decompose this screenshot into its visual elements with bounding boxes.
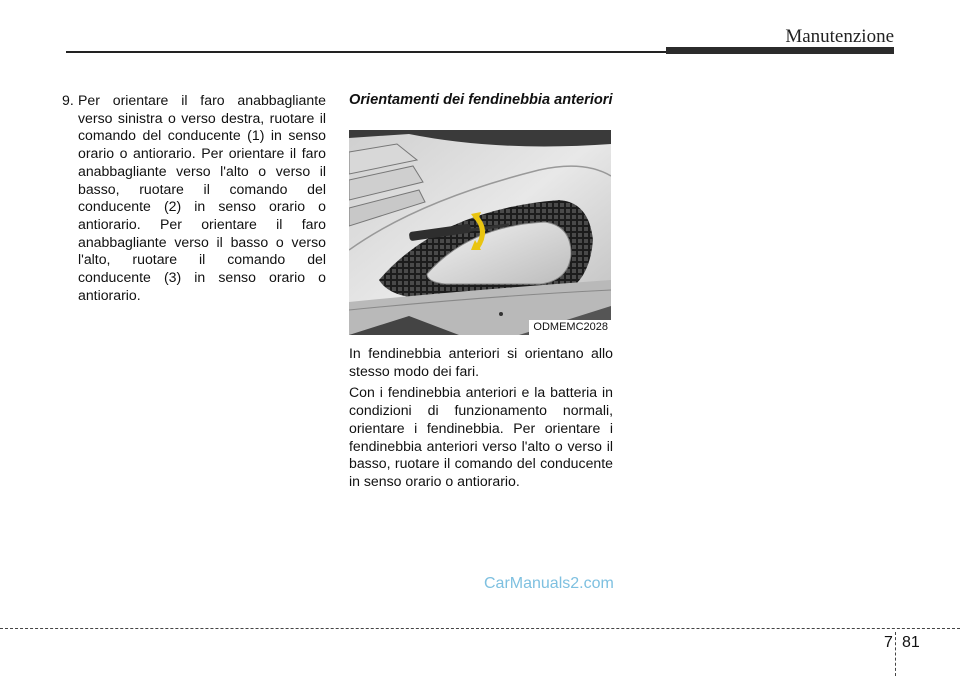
item-number: 9.	[62, 92, 74, 108]
watermark-link[interactable]: CarManuals2.com	[484, 575, 614, 592]
right-column	[349, 92, 613, 491]
instruction-item-9	[62, 92, 326, 304]
item-text: Per orientare il faro anabbagliante verso sinistra o verso destra, ruotare il comando del conducente (1) in senso orario o antiorario. Per orientare il faro anabbagliante verso l'alto o verso il basso, ruotare il comando del conducente (2) in senso orario o antiorario. Per orientare il faro anabbagliante verso il basso o verso l'alto, ruotare il comando del conducente (3) in senso orario o antiorario.	[78, 92, 326, 303]
section-title: Orientamenti dei fendinebbia anteriori	[349, 92, 613, 108]
footer-dashed-rule	[0, 628, 960, 629]
left-column	[62, 92, 326, 304]
fog-lamp-illustration	[349, 130, 611, 335]
header-rule	[66, 51, 666, 53]
chapter-number: 7	[884, 634, 893, 651]
paragraph-1: In fendinebbia anteriori si orientano allo stesso modo dei fari.	[349, 345, 613, 379]
header-bar	[666, 47, 894, 54]
running-header-title: Manutenzione	[785, 26, 894, 47]
page-number-divider	[895, 632, 896, 676]
fog-lamp-drawing	[349, 130, 611, 335]
figure-code: ODMEMC2028	[529, 320, 611, 335]
paragraph-2: Con i fendinebbia anteriori e la batteria in condizioni di funzionamento normali, orientare i fendinebbia. Per orientare i fendinebbia anteriori verso l'alto o verso il basso, ruotare il comando del conducente in senso orario o antiorario.	[349, 384, 613, 489]
page-number: 81	[902, 634, 920, 651]
